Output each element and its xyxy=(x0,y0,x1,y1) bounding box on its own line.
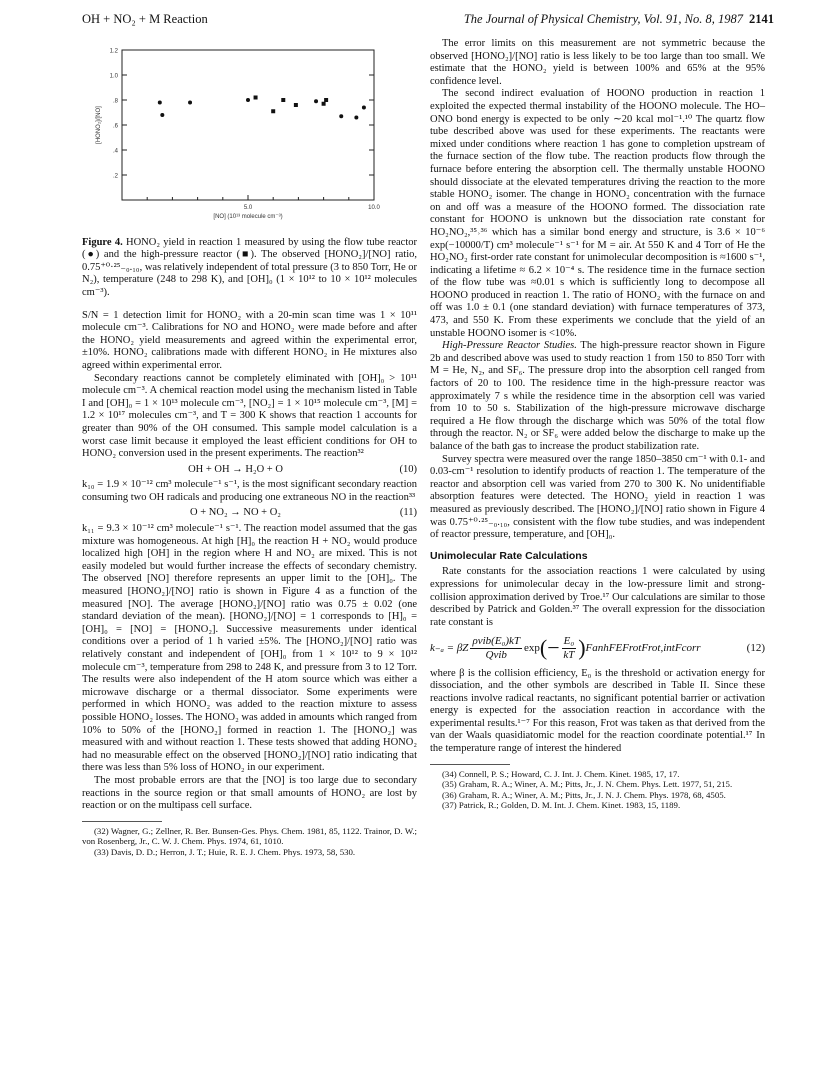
data-point-circle xyxy=(246,98,250,102)
eq-fraction xyxy=(562,635,577,661)
equation-body: O + NO₂ → NO + O₂ xyxy=(190,507,281,519)
eq-numerator: ρvib(E₀)kT xyxy=(472,635,521,648)
eq-rhs: FanhFEFrotFrot,intFcorr xyxy=(585,642,701,655)
figure-4-chart xyxy=(82,38,417,228)
equation-body: OH + OH → H₂O + O xyxy=(188,463,283,475)
equation-11 xyxy=(82,507,417,520)
data-point-circle xyxy=(188,101,192,105)
section-heading: Unimolecular Rate Calculations xyxy=(430,549,588,562)
paragraph: Secondary reactions cannot be completely eliminated with [OH]₀ > 10¹¹ molecule cm⁻³. A chemical reaction model using the mechanism listed in Table I and [OH]₀ = 1 × 10¹³ molecule cm⁻³, [NO₂] = 1 × 10¹⁵ molecule cm⁻³, [M] = 1.2 × 10¹⁷ molecules cm⁻³, and T = 300 K shows that reaction 1 accounts for greater than 90% of the OH consumed. This sample model calculation is a worst case limit because it employed the least efficient conditions for OH to HONO₂ conversion used in the present experiments. The reaction³² xyxy=(82,372,417,460)
data-point-circle xyxy=(354,116,358,120)
y-tick-label: .4 xyxy=(112,148,118,155)
right-column xyxy=(430,38,765,811)
equation-number: (10) xyxy=(399,463,417,475)
paragraph: S/N = 1 detection limit for HONO₂ with a 20-min scan time was 1 × 10¹¹ molecule cm⁻³. Calibrations for NO and HONO₂ were made before and after the HONO₂ yield measurements and agreed within the experimental error, ±10%. HONO₂ calibrations made with different HONO₂ in He mixtures also agreed within experimental error. xyxy=(82,309,417,371)
reference-33: (33) Davis, D. D.; Herron, J. T.; Huie, R. E. J. Chem. Phys. 1973, 58, 530. xyxy=(94,846,356,857)
journal-citation: The Journal of Physical Chemistry, Vol. 91, No. 8, 1987 xyxy=(463,12,743,26)
eq-denominator: kT xyxy=(563,648,575,661)
data-point-square xyxy=(281,98,285,102)
reference-34: (34) Connell, P. S.; Howard, C. J. Int. J. Chem. Kinet. 1985, 17, 17. xyxy=(442,768,680,779)
eq-paren-open: (− xyxy=(539,635,560,661)
running-header-title: OH + NO₂ + M Reaction xyxy=(82,12,208,26)
caption-text: HONO₂ yield in reaction 1 measured by using the flow tube reactor (●) and the high-pressure reactor (■). The observed [HONO₂]/[NO] ratio, 0.75⁺⁰·²⁵₋₀.₁₀, was relatively independent of total pressure (3 to 850 Torr, He or N₂), temperature (248 to 298 K), and [OH]₀ (1 × 10¹² to 10 × 10¹² molecules cm⁻³). xyxy=(82,236,417,298)
reference-37: (37) Patrick, R.; Golden, D. M. Int. J. Chem. Kinet. 1983, 15, 1189. xyxy=(442,800,681,811)
y-tick-label: 1.0 xyxy=(109,73,118,80)
data-point-square xyxy=(322,102,326,106)
eq-lhs: k₋ₐ = βZ xyxy=(430,642,469,655)
eq-numerator: E₀ xyxy=(563,635,575,648)
x-tick-label: 5.0 xyxy=(243,205,253,211)
data-point-square xyxy=(271,109,275,113)
x-tick-label: 10.0 xyxy=(368,205,380,211)
paragraph: The error limits on this measurement are not symmetric because the observed [HONO₂]/[NO] ratio is less likely to be too large than too small. We estimate that the HONO₂ yield is between 100% and 65% at the 95% confidence level. xyxy=(430,38,765,87)
equation-number: (12) xyxy=(746,642,765,655)
paragraph xyxy=(430,340,765,453)
data-point-circle xyxy=(362,106,366,110)
eq-paren-close: ) xyxy=(578,635,586,661)
left-column xyxy=(82,38,417,857)
data-point-circle xyxy=(160,113,164,117)
y-tick-label: 1.2 xyxy=(109,48,118,55)
reference-35: (35) Graham, R. A.; Winer, A. M.; Pitts, Jr., J. N. Chem. Phys. Lett. 1977, 51, 215. xyxy=(442,779,733,790)
eq-denominator: Qvib xyxy=(485,648,507,661)
plot-frame xyxy=(122,50,374,200)
reference-36: (36) Graham, R. A.; Winer, A. M.; Pitts, Jr., J. N. J. Chem. Phys. 1978, 68, 4505. xyxy=(442,789,726,800)
y-axis-label: [HONO₂]/[NO] xyxy=(96,106,102,144)
equation-number: (11) xyxy=(399,507,417,519)
paragraph: k₁₁ = 9.3 × 10⁻¹² cm³ molecule⁻¹ s⁻¹. The reaction model assumed that the gas mixture was homogeneous. At high [H]₀ the reaction H + NO₂ would produce localized high [OH] in the region where H and NO₂ are mixed. This is not easily modeled but would further increase the effects of secondary chemistry. The observed [NO] therefore represents an upper limit to the [OH]₀. The measured [HONO₂]/[NO] ratio is shown in Figure 4 as a function of the measured [NO]. The average [HONO₂]/[NO] ratio was 0.75 ± 0.02 (one standard deviation of the mean). [HONO₂]/[NO] = 1 corresponds to [H]₀ = [OH]₀ = [NO] = [HONO₂]. Successive measurements under identical conditions over a period of 1 h varied ±5%. The [HONO₂]/[NO] ratio was relatively constant and independent of [OH]₀ from 1 × 10¹² to 9 × 10¹² molecule cm⁻³, temperature from 298 to 248 K, and pressure from 3 to 12 Torr. The results were also independent of the H atom source which was either a microwave discharge or a thermal dissociator. Some experiments were performed in which HONO₂ was added to the reaction mixture to assess possible HONO₂ losses. The HONO₂ was added in amounts which ranged from 10% to 50% of the [HONO₂] formed in reaction 1. The [HONO₂] was measured with and without reaction 1. These tests showed that adding HONO₂ had no measurable effect on the observed [HONO₂]/[NO] ratio indicating that there was less than 5% loss of HONO₂ in our experiment. xyxy=(82,523,417,774)
paragraph: The second indirect evaluation of HOONO production in reaction 1 exploited the expected thermal instability of the HOONO molecule. The HO–ONO bond energy is expected to be only ∼20 kcal mol⁻¹.¹⁰ The quartz flow tube described above was used for these experiments. The reactants were mixed under conditions where reaction 1 has gone to completion upstream of the furnace section of the flow tube. The reaction products flow through the furnace before entering the absorption cell. The thermally unstable HOONO should dissociate at the elevated temperatures driving the reaction to the more stable HONO₂ isomer. The change in HONO₂ concentration with the furnace on and off was a measure of the HOONO formed. The dissociation rate constant for HOONO is unknown but the dissociation rate constant for HO₂NO₂,³⁵˒³⁶ which has a similar bond energy and structure, is 3.6 × 10⁻⁶ exp(−10000/T) cm³ molecule⁻¹ s⁻¹ for M = air. At 550 K and 4 Torr of He the HO₂NO₂ first-order rate constant for unimolecular decomposition is ≈1600 s⁻¹, indicating a lifetime ≈ 6.2 × 10⁻⁴ s. The residence time in the furnace section of the flow tube was ≈0.01 s which is sufficiently long to decompose all HOONO produced in reaction 1. The ratio of HONO₂ with the furnace on and off was 1.0 ± 0.1 (one standard deviation) with furnace temperatures of 373, 473, and 550 K. From these experiments we conclude that the yield of an unstable HOONO isomer is <10%. xyxy=(430,88,765,339)
reference-32: (32) Wagner, G.; Zellner, R. Ber. Bunsen-Ges. Phys. Chem. 1981, 85, 1122. Trainor, D. W.; von Rosenberg, Jr., C. W. J. Chem. Phys. 1974, 61, 1010. xyxy=(82,825,417,847)
data-point-square xyxy=(324,98,328,102)
data-point-circle xyxy=(314,99,318,103)
y-tick-label: .6 xyxy=(112,123,118,130)
data-point-square xyxy=(254,96,258,100)
equation-12 xyxy=(430,635,765,661)
eq-fraction xyxy=(470,635,522,661)
data-point-circle xyxy=(339,114,343,118)
page-number: 2141 xyxy=(749,12,774,26)
x-axis-label: [NO] (10¹³ molecule cm⁻³) xyxy=(213,214,283,220)
running-header-journal xyxy=(464,12,774,27)
caption-label: Figure 4. xyxy=(82,236,123,248)
data-point-square xyxy=(294,103,298,107)
equation-10 xyxy=(82,464,417,477)
paragraph: Survey spectra were measured over the range 1850–3850 cm⁻¹ with 0.1- and 0.03-cm⁻¹ resolution to identify products of reaction 1. The temperature of the reactor and absorption cell was varied from 270 to 300 K. No unidentifiable absorption features were detected. The HONO₂ yield in reaction 1 was measured as previously described. The [HONO₂]/[NO] ratio shown in Figure 4 was 0.75⁺⁰·²⁵₋₀.₁₀, consistent with the flow tube studies, and was independent of reactor pressure, temperature, and [OH]₀. xyxy=(430,453,766,541)
paragraph: The most probable errors are that the [NO] is too large due to secondary reactions in the source region or that small amounts of HONO₂ are lost by reaction or on the multipass cell surface. xyxy=(82,774,417,812)
paragraph: k₁₀ = 1.9 × 10⁻¹² cm³ molecule⁻¹ s⁻¹, is the most significant secondary reaction consuming two OH radicals and producing one extraneous NO in the reaction³³ xyxy=(82,479,417,503)
y-tick-label: .2 xyxy=(112,173,118,180)
y-tick-label: .8 xyxy=(112,98,118,105)
paragraph: where β is the collision efficiency, E₀ is the threshold or activation energy for dissociation, and the other symbols are described in Table II. Since these reactions involve radical reactants, no significant potential barrier or activation energy is expected for the association reaction in accordance with the experimental results.¹⁻⁷ For this reason, Frot was taken as that derived from the van der Waals quasidiatomic model for the reaction coordinate potential.¹⁷ In the temperature range of interest the hindered xyxy=(430,667,765,755)
paragraph-text: The high-pressure reactor shown in Figure 2b and described above was used to study reaction 1 from 150 to 850 Torr with M = He, N₂, and SF₆. The pressure drop into the absorption cell ranged from factors of 20 to 100. The residence time in the high-pressure reactor was approximately 7 s while the residence time in the absorption cell was varied from 10 to 50 s. Stabilization of the high-pressure microwave discharge required a He flow through the discharge which was 50% of the total flow through the reactor. N₂ or SF₆ were added below the discharge to make up the balance of the bath gas to increase the product stabilization rate. xyxy=(430,340,765,452)
data-point-circle xyxy=(158,101,162,105)
figure-4-caption xyxy=(82,237,417,300)
paragraph: Rate constants for the association reactions 1 were calculated by using expressions for unimolecular decay in the low-pressure limit and strong-collision approximation derived by Troe.¹⁷ Our calculations are similar to those described by Patrick and Golden.³⁷ The overall expression for the dissociation rate constant is xyxy=(430,566,765,628)
eq-exp: exp xyxy=(524,642,540,655)
subsection-title: High-Pressure Reactor Studies. xyxy=(442,340,577,352)
